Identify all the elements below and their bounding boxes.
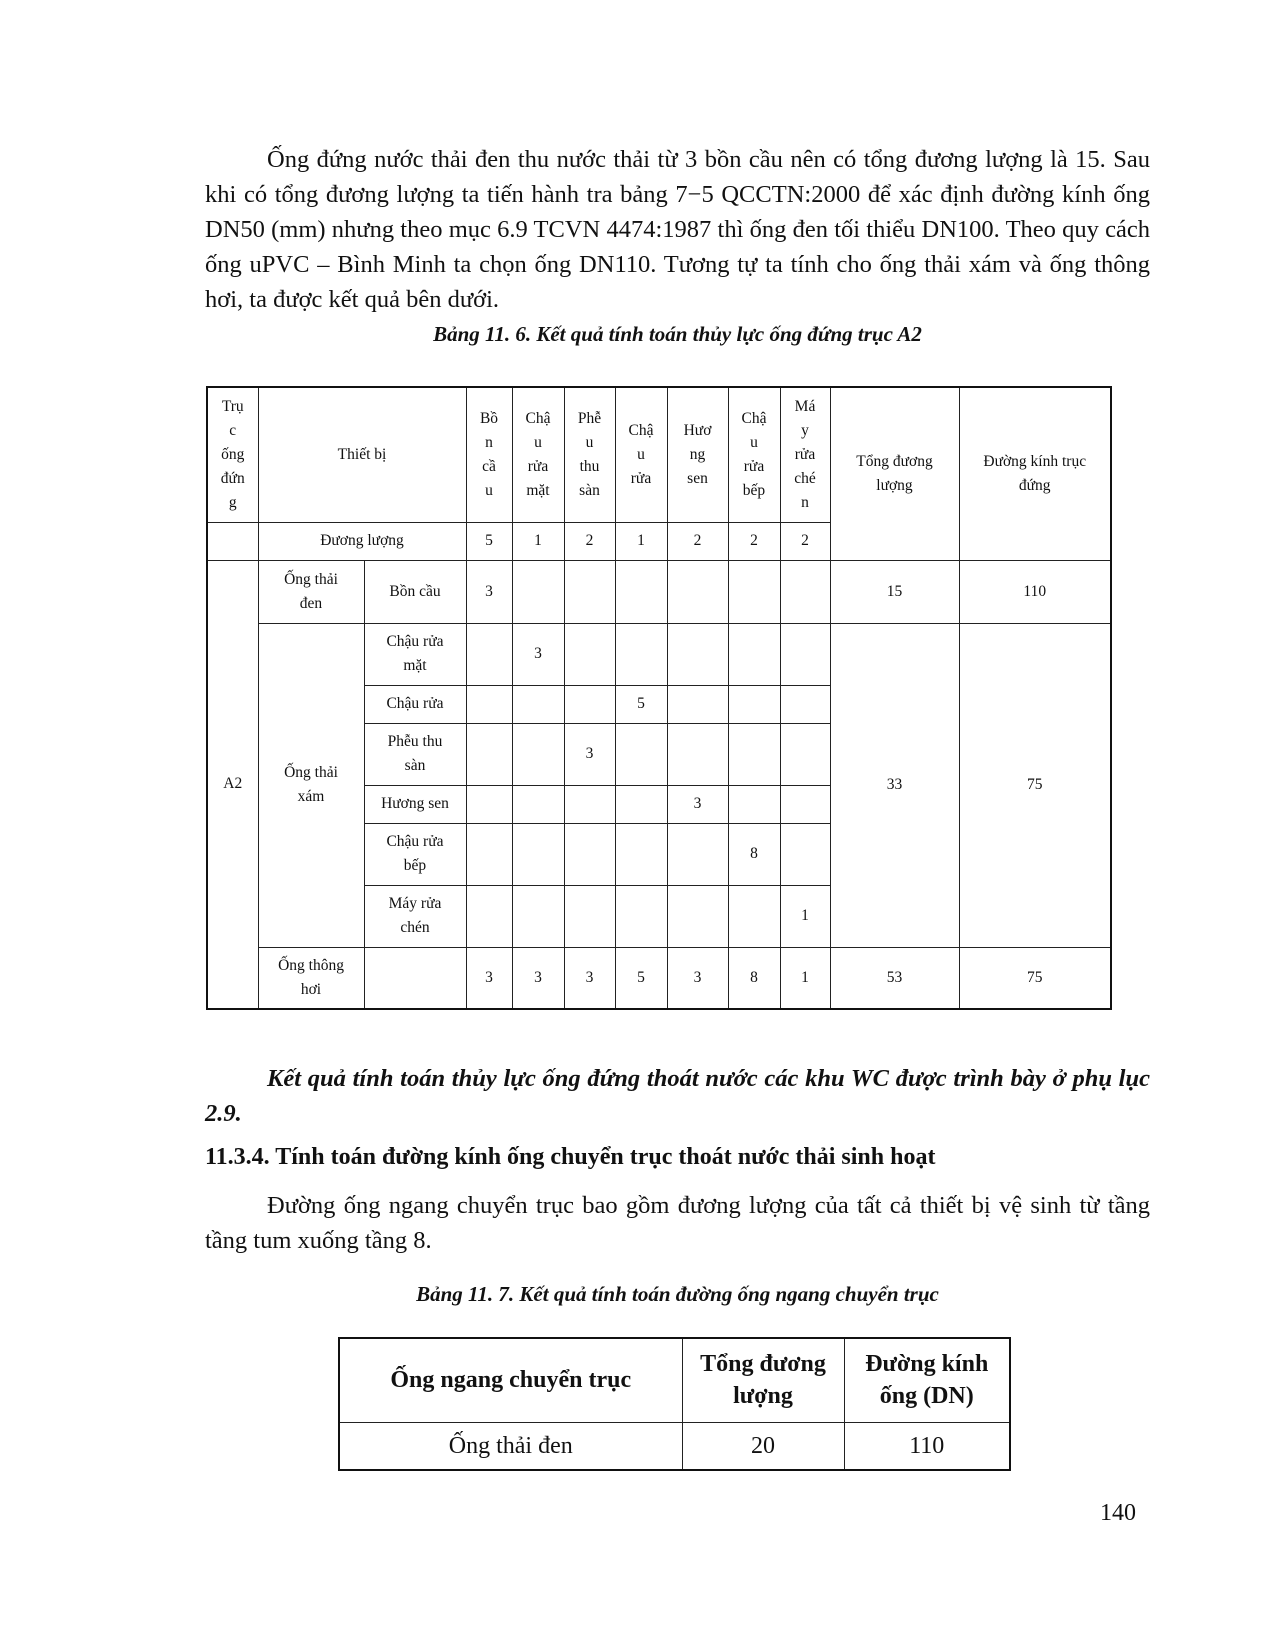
table2-caption: Bảng 11. 7. Kết quả tính toán đường ống ngang chuyển trục [416, 1282, 939, 1306]
value-cell [466, 723, 512, 785]
duong-luong-value: 1 [615, 522, 667, 560]
result-note: Kết quả tính toán thủy lực ống đứng thoát nước các khu WC được trình bày ở phụ lục 2.9. [205, 1065, 1150, 1127]
device-cell: Chậu rửa bếp [364, 823, 466, 885]
value-cell [512, 785, 564, 823]
header-fixture: Chậ u rửa mặt [512, 387, 564, 522]
value-cell [564, 685, 615, 723]
value-cell [667, 623, 728, 685]
table2-cell: 20 [682, 1422, 844, 1470]
duong-luong-value: 2 [564, 522, 615, 560]
value-cell [615, 785, 667, 823]
value-cell: 3 [564, 947, 615, 1009]
value-cell [564, 885, 615, 947]
header-fixture: Chậ u rửa bếp [728, 387, 780, 522]
group-cell: Ống thông hơi [258, 947, 364, 1009]
diameter-cell: 75 [959, 947, 1111, 1009]
value-cell [466, 785, 512, 823]
hydraulic-table-a2 [206, 386, 1112, 1010]
value-cell: 1 [780, 885, 830, 947]
table1-header-row [207, 387, 1111, 522]
section-heading: 11.3.4. Tính toán đường kính ống chuyển trục thoát nước thải sinh hoạt [205, 1144, 936, 1170]
value-cell: 1 [780, 947, 830, 1009]
table2-cell: 110 [844, 1422, 1010, 1470]
value-cell [466, 823, 512, 885]
table2-header: Ống ngang chuyển trục [339, 1338, 682, 1422]
device-cell: Phễu thu sàn [364, 723, 466, 785]
header-fixture: Bồ n cầ u [466, 387, 512, 522]
value-cell [615, 723, 667, 785]
table2-header-row [339, 1338, 1010, 1422]
thong-hoi-row [207, 947, 1111, 1009]
value-cell [780, 823, 830, 885]
duong-luong-value: 2 [667, 522, 728, 560]
value-cell: 8 [728, 823, 780, 885]
value-cell [667, 560, 728, 623]
duong-luong-value: 2 [780, 522, 830, 560]
value-cell [728, 885, 780, 947]
value-cell: 3 [667, 947, 728, 1009]
diameter-cell: 75 [959, 623, 1111, 947]
value-cell [615, 560, 667, 623]
value-cell [780, 560, 830, 623]
header-duong-kinh: Đường kính trục đứng [959, 387, 1111, 560]
value-cell [512, 685, 564, 723]
device-cell: Chậu rửa [364, 685, 466, 723]
header-fixture: Chậ u rửa [615, 387, 667, 522]
value-cell [512, 823, 564, 885]
value-cell: 5 [615, 947, 667, 1009]
diameter-cell: 110 [959, 560, 1111, 623]
device-cell: Chậu rửa mặt [364, 623, 466, 685]
device-cell: Máy rửa chén [364, 885, 466, 947]
value-cell [780, 685, 830, 723]
group-cell: Ống thải xám [258, 623, 364, 947]
page-number: 140 [1100, 1500, 1136, 1526]
value-cell: 3 [564, 723, 615, 785]
device-cell: Hương sen [364, 785, 466, 823]
header-truc: Trụ c ống đứn g [207, 387, 258, 522]
value-cell: 3 [512, 623, 564, 685]
value-cell [564, 623, 615, 685]
header-tong-duong-luong: Tổng đương lượng [830, 387, 959, 560]
header-thiet-bi: Thiết bị [258, 387, 466, 522]
value-cell [512, 885, 564, 947]
value-cell [564, 560, 615, 623]
den-row [207, 560, 1111, 623]
header-fixture: Phễ u thu sàn [564, 387, 615, 522]
duong-luong-label: Đương lượng [258, 522, 466, 560]
value-cell [728, 685, 780, 723]
total-cell: 53 [830, 947, 959, 1009]
value-cell [728, 623, 780, 685]
value-cell [512, 560, 564, 623]
intro-paragraph: Ống đứng nước thải đen thu nước thải từ 3 bồn cầu nên có tổng đương lượng là 15. Sau khi có tổng đương lượng ta tiến hành tra bảng 7−5 QCCTN:2000 để xác định đường kính ống DN50 (mm) nhưng theo mục 6.9 TCVN 4474:1987 thì ống đen tối thiểu DN100. Theo quy cách ống uPVC – Bình Minh ta chọn ống DN110. Tương tự ta tính cho ống thải xám và ống thông hơi, ta được kết quả bên dưới. [205, 146, 1150, 313]
device-cell: Bồn cầu [364, 560, 466, 623]
value-cell: 8 [728, 947, 780, 1009]
duong-luong-value: 2 [728, 522, 780, 560]
value-cell: 3 [667, 785, 728, 823]
transfer-pipe-table [338, 1337, 1011, 1471]
value-cell [780, 623, 830, 685]
value-cell [728, 785, 780, 823]
value-cell: 3 [466, 947, 512, 1009]
value-cell: 3 [466, 560, 512, 623]
value-cell [615, 623, 667, 685]
group-cell: Ống thải đen [258, 560, 364, 623]
value-cell [667, 885, 728, 947]
value-cell [615, 823, 667, 885]
value-cell [512, 723, 564, 785]
value-cell [615, 885, 667, 947]
section-paragraph: Đường ống ngang chuyển trục bao gồm đương lượng của tất cả thiết bị vệ sinh từ tầng tầng tum xuống tầng 8. [205, 1192, 1150, 1254]
value-cell [466, 623, 512, 685]
table2-row [339, 1422, 1010, 1470]
value-cell [564, 823, 615, 885]
value-cell [780, 785, 830, 823]
value-cell [564, 785, 615, 823]
duong-luong-value: 1 [512, 522, 564, 560]
value-cell [466, 685, 512, 723]
value-cell [667, 685, 728, 723]
value-cell [780, 723, 830, 785]
header-fixture: Má y rửa ché n [780, 387, 830, 522]
truc-cell: A2 [207, 560, 258, 1009]
value-cell [667, 823, 728, 885]
blank-cell [207, 522, 258, 560]
value-cell: 3 [512, 947, 564, 1009]
total-cell: 15 [830, 560, 959, 623]
duong-luong-value: 5 [466, 522, 512, 560]
table2-header: Đường kính ống (DN) [844, 1338, 1010, 1422]
table2-header: Tổng đương lượng [682, 1338, 844, 1422]
value-cell [728, 560, 780, 623]
header-fixture: Hươ ng sen [667, 387, 728, 522]
value-cell [728, 723, 780, 785]
device-cell [364, 947, 466, 1009]
value-cell [466, 885, 512, 947]
total-cell: 33 [830, 623, 959, 947]
xam-row [207, 623, 1111, 685]
value-cell: 5 [615, 685, 667, 723]
value-cell [667, 723, 728, 785]
table1-caption: Bảng 11. 6. Kết quả tính toán thủy lực ống đứng trục A2 [433, 322, 922, 346]
table2-cell: Ống thải đen [339, 1422, 682, 1470]
